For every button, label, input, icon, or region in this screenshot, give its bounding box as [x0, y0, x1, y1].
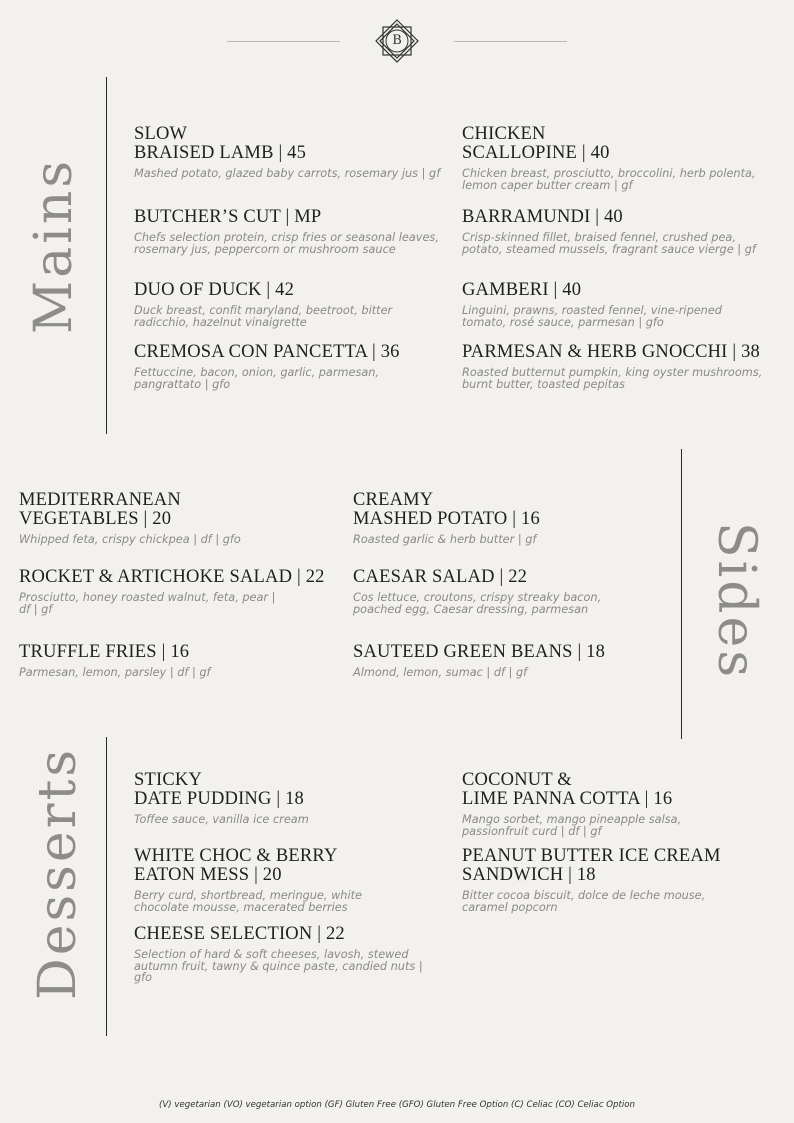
- menu-item: [134, 847, 444, 913]
- item-name: STICKY DATE PUDDING | 18: [134, 770, 304, 809]
- item-description: Chefs selection protein, crisp fries or seasonal leaves, rosemary jus, peppercorn or mushroom sauce: [134, 231, 439, 256]
- menu-item: [19, 491, 329, 546]
- item-name: CREMOSA CON PANCETTA | 36: [134, 342, 400, 362]
- item-name: CREAMY MASHED POTATO | 16: [353, 490, 540, 529]
- item-name: TRUFFLE FRIES | 16: [19, 642, 190, 662]
- dietary-legend: (V) vegetarian (VO) vegetarian option (GF) Gluten Free (GFO) Gluten Free Option (C) Celiac (CO) Celiac Option: [159, 1100, 635, 1110]
- item-description: Fettuccine, bacon, onion, garlic, parmesan, pangrattato | gfo: [134, 366, 380, 391]
- item-description: Whipped feta, crispy chickpea | df | gfo: [19, 533, 241, 546]
- item-description: Almond, lemon, sumac | df | gf: [353, 666, 528, 679]
- item-name: ROCKET & ARTICHOKE SALAD | 22: [19, 567, 325, 587]
- item-name: MEDITERRANEAN VEGETABLES | 20: [19, 490, 181, 529]
- sides-section-title: Sides: [706, 522, 766, 680]
- item-name: WHITE CHOC & BERRY EATON MESS | 20: [134, 846, 338, 885]
- menu-item: [19, 568, 329, 615]
- menu-item: [134, 343, 444, 390]
- menu-item: [462, 771, 767, 837]
- item-description: Mashed potato, glazed baby carrots, rosemary jus | gf: [134, 167, 441, 180]
- menu-item: [134, 771, 444, 826]
- item-name: CAESAR SALAD | 22: [353, 567, 528, 587]
- item-description: Chicken breast, prosciutto, broccolini, herb polenta, lemon caper butter cream | gf: [462, 167, 756, 192]
- menu-item: [353, 643, 653, 679]
- desserts-divider: [106, 737, 107, 1036]
- item-name: DUO OF DUCK | 42: [134, 280, 295, 300]
- item-name: SLOW BRAISED LAMB | 45: [134, 124, 307, 163]
- item-description: Duck breast, confit maryland, beetroot, bitter radicchio, hazelnut vinaigrette: [134, 304, 393, 329]
- item-description: Roasted butternut pumpkin, king oyster mushrooms, burnt butter, toasted pepitas: [462, 366, 763, 391]
- logo-letter: B: [392, 33, 402, 48]
- menu-item: [353, 491, 653, 546]
- item-name: GAMBERI | 40: [462, 280, 582, 300]
- header-rule-left: [227, 41, 340, 42]
- menu-item: [134, 125, 444, 180]
- desserts-section-title: Desserts: [28, 746, 88, 1000]
- item-description: Crisp-skinned fillet, braised fennel, crushed pea, potato, steamed mussels, fragrant sauce vierge | gf: [462, 231, 756, 256]
- menu-item: [19, 643, 329, 679]
- item-name: CHICKEN SCALLOPINE | 40: [462, 124, 610, 163]
- item-description: Selection of hard & soft cheeses, lavosh, stewed autumn fruit, tawny & quince paste, candied nuts | gfo: [134, 948, 423, 984]
- item-name: BUTCHER’S CUT | MP: [134, 207, 322, 227]
- item-name: BARRAMUNDI | 40: [462, 207, 623, 227]
- menu-item: [134, 925, 444, 984]
- menu-item: [462, 343, 767, 390]
- item-name: COCONUT & LIME PANNA COTTA | 16: [462, 770, 673, 809]
- sides-divider: [681, 449, 682, 739]
- item-description: Prosciutto, honey roasted walnut, feta, pear | df | gf: [19, 591, 276, 616]
- menu-item: [462, 208, 767, 255]
- menu-item: [353, 568, 653, 615]
- item-name: SAUTEED GREEN BEANS | 18: [353, 642, 606, 662]
- item-name: PARMESAN & HERB GNOCCHI | 38: [462, 342, 760, 362]
- item-description: Toffee sauce, vanilla ice cream: [134, 813, 309, 826]
- header-rule-right: [454, 41, 567, 42]
- item-name: CHEESE SELECTION | 22: [134, 924, 345, 944]
- menu-item: [134, 208, 444, 255]
- monogram-emblem-icon: [375, 19, 419, 63]
- item-description: Roasted garlic & herb butter | gf: [353, 533, 537, 546]
- item-description: Parmesan, lemon, parsley | df | gf: [19, 666, 211, 679]
- item-description: Cos lettuce, croutons, crispy streaky bacon, poached egg, Caesar dressing, parmesan: [353, 591, 602, 616]
- item-description: Linguini, prawns, roasted fennel, vine-ripened tomato, rosé sauce, parmesan | gfo: [462, 304, 722, 329]
- menu-item: [462, 281, 767, 328]
- mains-divider: [106, 77, 107, 434]
- item-description: Bitter cocoa biscuit, dolce de leche mouse, caramel popcorn: [462, 889, 706, 914]
- mains-section-title: Mains: [24, 157, 84, 334]
- item-name: PEANUT BUTTER ICE CREAM SANDWICH | 18: [462, 846, 721, 885]
- menu-item: [134, 281, 444, 328]
- item-description: Berry curd, shortbread, meringue, white chocolate mousse, macerated berries: [134, 889, 362, 914]
- item-description: Mango sorbet, mango pineapple salsa, passionfruit curd | df | gf: [462, 813, 682, 838]
- menu-item: [462, 125, 767, 191]
- menu-item: [462, 847, 767, 913]
